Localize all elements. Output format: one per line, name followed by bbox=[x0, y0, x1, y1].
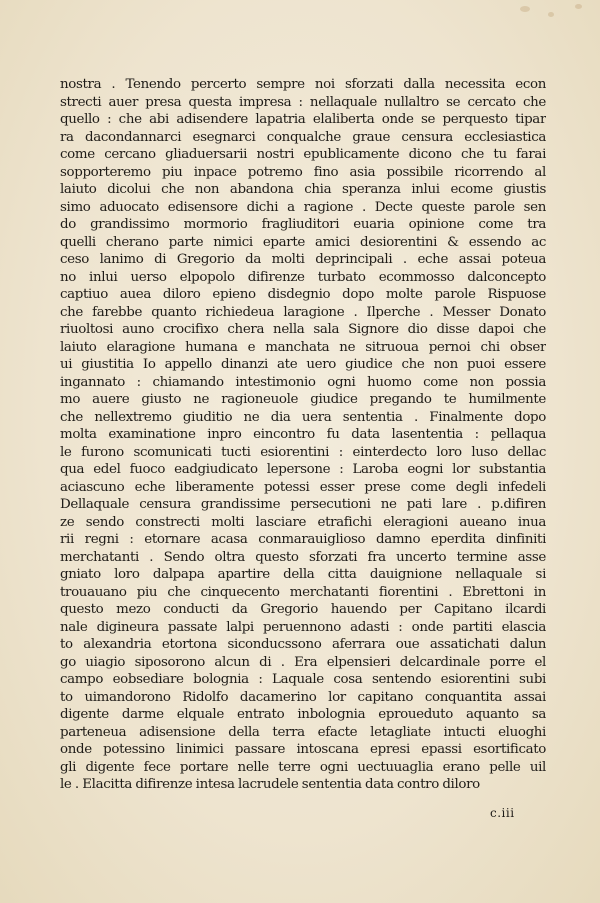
text-line: ceso lanimo di Gregorio da molti deprincipali . eche assai poteua bbox=[60, 252, 546, 267]
text-line: no inlui uerso elpopolo difirenze turbato ecommosso dalconcepto bbox=[60, 269, 546, 285]
text-line: laiuto elaragione humana e manchata ne sitruoua pernoi chi obser bbox=[60, 339, 546, 355]
foxing-stain bbox=[548, 12, 554, 17]
text-line: qua edel fuoco eadgiudicato lepersone : Laroba eogni lor substantia bbox=[60, 462, 546, 477]
text-line: do grandissimo mormorio fragliuditori euaria opinione come tra bbox=[60, 217, 546, 232]
text-line: quelli cherano parte nimici eparte amici desiorentini & essendo ac bbox=[60, 234, 546, 250]
text-line: mo auere giusto ne ragioneuole giudice pregando te humilmente bbox=[60, 392, 546, 407]
text-line: come cercano gliaduersarii nostri epublicamente dicono che tu farai bbox=[60, 147, 546, 162]
text-line: trouauano piu che cinquecento merchatanti fiorentini . Ebrettoni in bbox=[60, 584, 546, 600]
text-line: le . Elacitta difirenze intesa lacrudele sententia data contro diloro bbox=[60, 777, 480, 792]
foxing-stain bbox=[520, 6, 530, 12]
text-line: ui giustitia Io appello dinanzi ate uero giudice che non puoi essere bbox=[60, 357, 546, 372]
text-line: gniato loro dalpapa apartire della citta dauignione nellaquale si bbox=[60, 567, 546, 582]
text-line: quello : che abi adisendere lapatria elaliberta onde se perquesto tipar bbox=[60, 112, 546, 127]
text-line: onde potessino linimici passare intoscana epresi epassi esortificato bbox=[60, 742, 546, 757]
text-block bbox=[60, 76, 546, 794]
text-line: campo eobsediare bolognia : Laquale cosa sentendo esiorentini subi bbox=[60, 672, 546, 687]
text-line: gli digente fece portare nelle terre ogni uectuuaglia erano pelle uil bbox=[60, 759, 546, 775]
text-line: rii regni : etornare acasa conmarauiglioso damno eperdita dinfiniti bbox=[60, 532, 546, 547]
text-line: ingannato : chiamando intestimonio ogni huomo come non possia bbox=[60, 374, 546, 390]
text-line: nostra . Tenendo percerto sempre noi sforzati dalla necessita econ bbox=[60, 77, 546, 92]
text-line: sopporteremo piu inpace potremo fino asia possibile ricorrendo al bbox=[60, 164, 546, 180]
text-line: digente darme elquale entrato inbolognia eproueduto aquanto sa bbox=[60, 707, 546, 722]
text-line: molta examinatione inpro eincontro fu data lasententia : pellaqua bbox=[60, 427, 546, 442]
text-line: ra dacondannarci esegnarci conqualche graue censura ecclesiastica bbox=[60, 129, 546, 145]
text-line: le furono scomunicati tucti esiorentini : einterdecto loro luso dellac bbox=[60, 444, 546, 460]
text-line: go uiagio siposorono alcun di . Era elpensieri delcardinale porre el bbox=[60, 654, 546, 670]
text-line: to alexandria etortona siconducssono aferrara oue assatichati dalun bbox=[60, 637, 546, 652]
text-line: Dellaquale censura grandissime persecutioni ne pati lare . p.difiren bbox=[60, 497, 546, 512]
text-line: strecti auer presa questa impresa : nellaquale nullaltro se cercato che bbox=[60, 94, 546, 110]
text-line: merchatanti . Sendo oltra questo sforzati fra uncerto termine asse bbox=[60, 549, 546, 565]
text-line: ze sendo constrecti molti lasciare etrafichi eleragioni aueano inua bbox=[60, 514, 546, 530]
text-line: che farebbe quanto richiedeua laragione . Ilperche . Messer Donato bbox=[60, 304, 546, 320]
text-line: aciascuno eche liberamente potessi esser prese come degli infedeli bbox=[60, 479, 546, 495]
text-line: questo mezo conducti da Gregorio hauendo per Capitano ilcardi bbox=[60, 602, 546, 617]
text-line: riuoltosi auno crocifixo chera nella sala Signore dio disse dapoi che bbox=[60, 322, 546, 337]
text-line: captiuo auea diloro epieno disdegnio dopo molte parole Rispuose bbox=[60, 287, 546, 302]
signature-mark: c.iii bbox=[490, 806, 515, 820]
text-line: laiuto dicolui che non abandona chia speranza inlui ecome giustis bbox=[60, 182, 546, 197]
text-line: nale digineura passate lalpi peruennono adasti : onde partiti elascia bbox=[60, 619, 546, 635]
text-line: che nellextremo giuditio ne dia uera sententia . Finalmente dopo bbox=[60, 409, 546, 425]
text-line: simo aduocato edisensore dichi a ragione . Decte queste parole sen bbox=[60, 199, 546, 215]
foxing-stain bbox=[575, 4, 582, 9]
text-line: to uimandorono Ridolfo dacamerino lor capitano conquantita assai bbox=[60, 689, 546, 705]
text-line: parteneua adisensione della terra efacte letagliate intucti eluoghi bbox=[60, 724, 546, 740]
